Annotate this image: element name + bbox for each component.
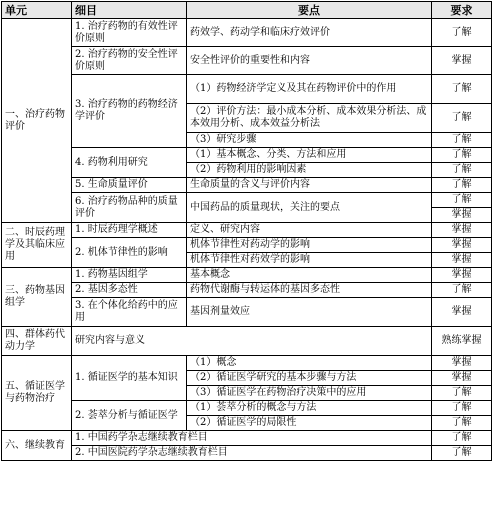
requirement-cell: 了解	[432, 386, 492, 401]
requirement-cell: 了解	[432, 133, 492, 148]
table-row	[2, 356, 492, 371]
table-row	[2, 446, 492, 461]
table-row	[2, 47, 492, 75]
point-cell: 药物代谢酶与转运体的基因多态性	[187, 283, 432, 298]
point-cell: 定义、研究内容	[187, 223, 432, 238]
point-cell: 基本概念	[187, 268, 432, 283]
requirement-cell: 掌握	[432, 371, 492, 386]
table-row	[2, 401, 492, 416]
point-cell: （3）循证医学在药物治疗决策中的应用	[187, 386, 432, 401]
requirement-cell: 掌握	[432, 253, 492, 268]
item-cell: 2. 治疗药物的安全性评价原则	[72, 47, 187, 75]
table-row	[2, 178, 492, 193]
item-cell: 1. 治疗药物的有效性评价原则	[72, 19, 187, 47]
header-item: 细目	[72, 2, 187, 19]
requirement-cell: 了解	[432, 163, 492, 178]
item-cell: 1. 时辰药理学概述	[72, 223, 187, 238]
table-row	[2, 268, 492, 283]
unit-cell: 四、群体药代动力学	[2, 327, 72, 356]
point-cell: 机体节律性对药效学的影响	[187, 253, 432, 268]
requirement-cell: 了解	[432, 104, 492, 133]
item-cell: 研究内容与意义	[72, 327, 432, 356]
table-row	[2, 193, 492, 208]
requirement-cell: 熟练掌握	[432, 327, 492, 356]
table-row	[2, 238, 492, 253]
requirement-cell: 掌握	[432, 208, 492, 223]
requirement-cell: 掌握	[432, 223, 492, 238]
item-cell: 2. 基因多态性	[72, 283, 187, 298]
unit-cell: 二、时辰药理学及其临床应用	[2, 223, 72, 268]
table-row	[2, 283, 492, 298]
unit-cell: 一、治疗药物评价	[2, 19, 72, 223]
table-row	[2, 19, 492, 47]
point-cell: 机体节律性对药动学的影响	[187, 238, 432, 253]
unit-cell: 三、药物基因组学	[2, 268, 72, 327]
point-cell: （2）循证医学研究的基本步骤与方法	[187, 371, 432, 386]
item-cell: 2. 机体节律性的影响	[72, 238, 187, 268]
point-cell: （1）药物经济学定义及其在药物评价中的作用	[187, 75, 432, 104]
requirement-cell: 掌握	[432, 238, 492, 253]
point-cell: （1）基本概念、分类、方法和应用	[187, 148, 432, 163]
point-cell: 基因剂量效应	[187, 298, 432, 327]
requirement-cell: 掌握	[432, 268, 492, 283]
requirement-cell: 了解	[432, 19, 492, 47]
point-cell: （1）概念	[187, 356, 432, 371]
item-cell: 1. 药物基因组学	[72, 268, 187, 283]
item-cell: 6. 治疗药物品种的质量评价	[72, 193, 187, 223]
requirement-cell: 了解	[432, 75, 492, 104]
item-cell: 2. 中国医院药学杂志继续教育栏目	[72, 446, 432, 461]
point-cell: 生命质量的含义与评价内容	[187, 178, 432, 193]
item-cell: 4. 药物利用研究	[72, 148, 187, 178]
requirement-cell: 了解	[432, 193, 492, 208]
point-cell: （3）研究步骤	[187, 133, 432, 148]
unit-cell: 五、循证医学与药物治疗	[2, 356, 72, 431]
point-cell: （2）药物利用的影响因素	[187, 163, 432, 178]
unit-cell: 六、继续教育	[2, 431, 72, 461]
item-cell: 5. 生命质量评价	[72, 178, 187, 193]
requirement-cell: 了解	[432, 416, 492, 431]
point-cell: 中国药品的质量现状，关注的要点	[187, 193, 432, 223]
point-cell: （2）循证医学的局限性	[187, 416, 432, 431]
header-requirement: 要求	[432, 2, 492, 19]
requirement-cell: 了解	[432, 446, 492, 461]
table-row	[2, 431, 492, 446]
requirement-cell: 了解	[432, 283, 492, 298]
header-point: 要点	[187, 2, 432, 19]
item-cell: 1. 中国药学杂志继续教育栏目	[72, 431, 432, 446]
header-unit: 单元	[2, 2, 72, 19]
table-row	[2, 75, 492, 104]
requirement-cell: 掌握	[432, 356, 492, 371]
item-cell: 3. 在个体化给药中的应用	[72, 298, 187, 327]
point-cell: （1）荟萃分析的概念与方法	[187, 401, 432, 416]
requirement-cell: 了解	[432, 431, 492, 446]
requirement-cell: 了解	[432, 401, 492, 416]
table-row	[2, 327, 492, 356]
requirement-cell: 掌握	[432, 298, 492, 327]
table-row	[2, 148, 492, 163]
point-cell: 药效学、药动学和临床疗效评价	[187, 19, 432, 47]
table-row	[2, 223, 492, 238]
header-row	[2, 2, 492, 19]
table-row	[2, 298, 492, 327]
point-cell: 安全性评价的重要性和内容	[187, 47, 432, 75]
item-cell: 3. 治疗药物的药物经济学评价	[72, 75, 187, 148]
requirement-cell: 掌握	[432, 47, 492, 75]
point-cell: （2）评价方法：最小成本分析、成本效果分析法、成本效用分析、成本效益分析法	[187, 104, 432, 133]
syllabus-table	[1, 1, 492, 461]
requirement-cell: 了解	[432, 178, 492, 193]
item-cell: 1. 循证医学的基本知识	[72, 356, 187, 401]
item-cell: 2. 荟萃分析与循证医学	[72, 401, 187, 431]
requirement-cell: 了解	[432, 148, 492, 163]
